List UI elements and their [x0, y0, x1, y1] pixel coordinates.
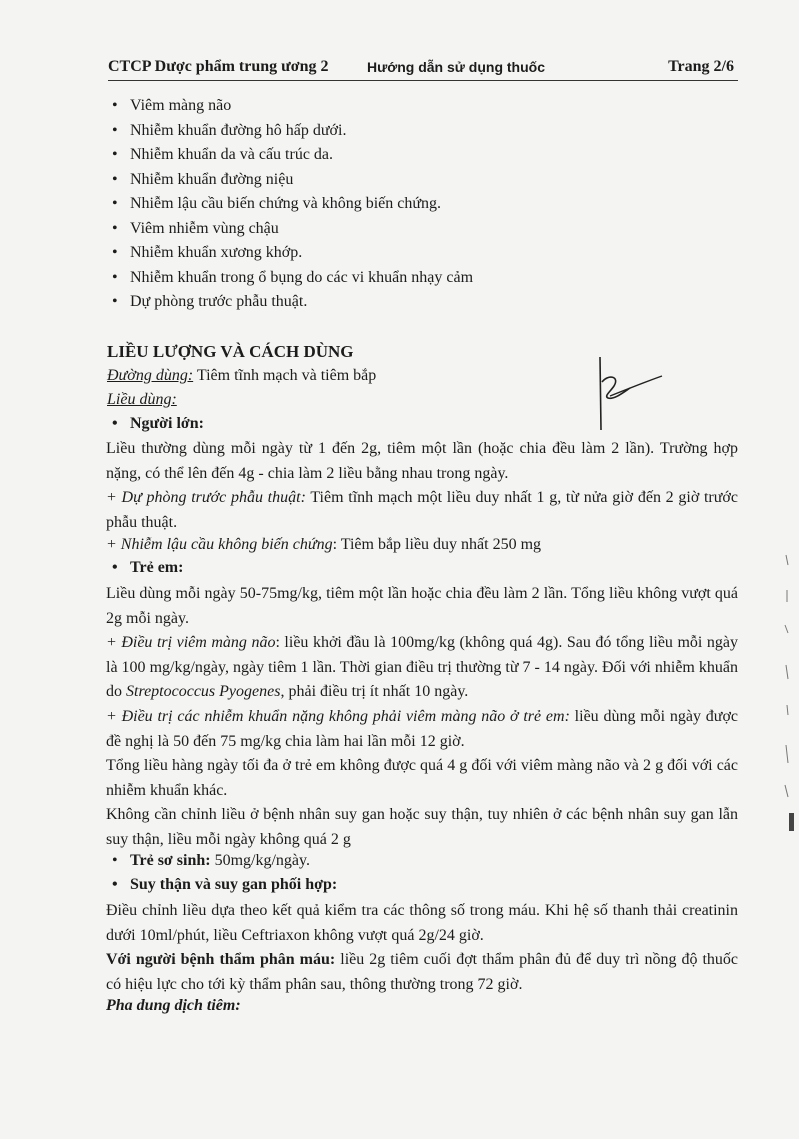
meningitis-paragraph: + Điều trị viêm màng não: liều khởi đầu là 100mg/kg (không quá 4g). Sau đó tổng liều mỗi ngày là 100 mg/kg/ngày, ngày tiêm 1 lần. Thời gian điều trị thường từ 7 - 14 ngày. Đối với nhiễm khuẩn do Streptococcus Pyogenes, phải điều trị ít nhất 10 ngày.	[106, 634, 738, 700]
children-text: Liều dùng mỗi ngày 50-75mg/kg, tiêm một lần hoặc chia đều làm 2 lần. Tổng liều không vượt quá 2g mỗi ngày.	[106, 585, 738, 627]
dialysis-label: Với người bệnh thẩm phân máu:	[106, 951, 336, 968]
prophylaxis-label: + Dự phòng trước phẫu thuật:	[106, 489, 306, 506]
dose-label: Liều dùng:	[107, 391, 177, 408]
renal-heading: • Suy thận và suy gan phối hợp:	[112, 876, 338, 893]
section-heading: LIỀU LƯỢNG VÀ CÁCH DÙNG	[107, 342, 354, 361]
list-item: • Nhiễm lậu cầu biến chứng và không biến chứng.	[112, 195, 442, 212]
list-item: • Nhiễm khuẩn đường hô hấp dưới.	[112, 122, 347, 139]
gonorrhea-line	[106, 536, 541, 554]
route-text: Tiêm tĩnh mạch và tiêm bắp	[193, 367, 377, 384]
route-line	[107, 367, 376, 385]
preparation-heading: Pha dung dịch tiêm:	[106, 997, 241, 1014]
list-item: • Nhiễm khuẩn da và cấu trúc da.	[112, 146, 334, 163]
adults-heading: • Người lớn:	[112, 415, 204, 432]
newborn-text: 50mg/kg/ngày.	[210, 852, 310, 869]
dialysis-paragraph: Với người bệnh thẩm phân máu: liều 2g tiêm cuối đợt thẩm phân đủ để duy trì nồng độ thuốc có hiệu lực cho tới kỳ thẩm phân sau, thông thường trong 72 giờ.	[106, 951, 739, 993]
severe-infection-paragraph: + Điều trị các nhiễm khuẩn nặng không phải viêm màng não ở trẻ em: liều dùng mỗi ngày được đề nghị là 50 đến 75 mg/kg chia làm hai lần mỗi 12 giờ.	[106, 708, 739, 750]
list-item: • Nhiễm khuẩn trong ổ bụng do các vi khuẩn nhạy cảm	[112, 269, 474, 286]
prophylaxis-text: Tiêm tĩnh mạch một liều duy nhất 1 g, từ nửa giờ đến 2 giờ trước phẫu thuật.	[106, 489, 738, 531]
page-header	[108, 58, 738, 81]
organism-name: Streptococcus Pyogenes	[126, 683, 281, 700]
gonorrhea-label: + Nhiễm lậu cầu không biến chứng	[106, 536, 333, 553]
list-item: • Viêm nhiễm vùng chậu	[112, 220, 279, 237]
adults-text: Liều thường dùng mỗi ngày từ 1 đến 2g, tiêm một lần (hoặc chia đều làm 2 lần). Trường hợp nặng, có thể lên đến 4g - chia làm 2 liều bằng nhau trong ngày.	[106, 440, 738, 482]
list-item: • Viêm màng não	[112, 97, 232, 114]
children-heading: • Trẻ em:	[112, 559, 184, 576]
handwritten-signature	[590, 352, 670, 432]
prophylaxis-paragraph	[106, 486, 738, 535]
margin-stamp-marks	[776, 545, 796, 845]
gonorrhea-text: : Tiêm bắp liều duy nhất 250 mg	[332, 536, 542, 553]
severe-label: + Điều trị các nhiễm khuẩn nặng không phải viêm màng não ở trẻ em:	[106, 708, 570, 725]
list-item: • Nhiễm khuẩn đường niệu	[112, 171, 294, 188]
no-adjust-paragraph: Không cần chỉnh liều ở bệnh nhân suy gan hoặc suy thận, tuy nhiên ở các bệnh nhân suy gan lẫn suy thận, liều mỗi ngày không quá 2 g	[106, 806, 738, 848]
list-item: • Dự phòng trước phẫu thuật.	[112, 293, 308, 310]
page-number: Trang 2/6	[668, 58, 734, 75]
newborn-label: Trẻ sơ sinh:	[130, 852, 211, 869]
route-label: Đường dùng:	[107, 367, 194, 384]
company-name: CTCP Dược phẩm trung ương 2	[108, 58, 329, 75]
max-dose-paragraph: Tổng liều hàng ngày tối đa ở trẻ em không được quá 4 g đối với viêm màng não và 2 g đối với các nhiễm khuẩn khác.	[106, 757, 738, 799]
renal-text: Điều chỉnh liều dựa theo kết quả kiểm tra các thông số trong máu. Khi hệ số thanh thải creatinin dưới 10ml/phút, liều Ceftriaxon không vượt quá 2g/24 giờ.	[106, 902, 738, 944]
dose-label-line	[107, 391, 177, 409]
document-title: Hướng dẫn sử dụng thuốc	[367, 59, 545, 75]
meningitis-label: + Điều trị viêm màng não	[106, 634, 276, 651]
newborn-line: • Trẻ sơ sinh: 50mg/kg/ngày.	[112, 852, 310, 869]
list-item: • Nhiễm khuẩn xương khớp.	[112, 244, 303, 261]
